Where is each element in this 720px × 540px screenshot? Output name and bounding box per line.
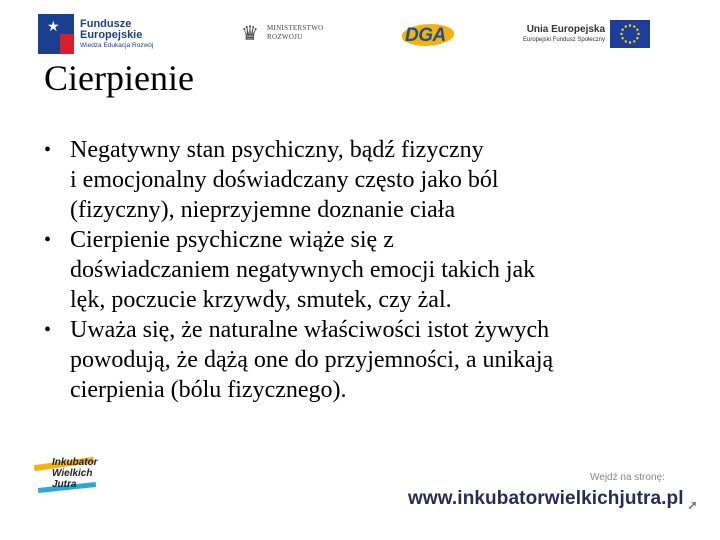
ministry-logo-line1: MINISTERSTWO [267, 24, 324, 32]
inkubator-logo-line3: Jutra [52, 479, 77, 490]
fundusze-europejskie-logo [38, 14, 153, 54]
bullet-1-line-2: i emocjonalny doświadczany często jako ból [70, 167, 499, 193]
ministry-logo [238, 20, 324, 46]
eu-logo-line1: Unia Europejska [526, 23, 606, 35]
bullet-1-line-1: Negatywny stan psychiczny, bądź fizyczny [70, 137, 484, 163]
pointer-cursor-icon: ➚ [687, 498, 698, 512]
bullet-1-line-3: (fizyczny), nieprzyjemne doznanie ciała [70, 197, 456, 223]
visit-label: Wejdź na stronę: [590, 472, 665, 483]
eu-logo [523, 20, 650, 48]
bullet-list [44, 135, 684, 405]
inkubator-logo [34, 455, 106, 499]
bullet-item [44, 225, 684, 315]
bullet-item [44, 135, 684, 225]
bullet-2-line-2: doświadczaniem negatywnych emocji takich jak [70, 257, 536, 283]
dga-logo-text: DGA [405, 25, 446, 46]
inkubator-logo-line2: Wielkich [52, 468, 93, 479]
dga-logo [402, 22, 456, 50]
fundusze-europejskie-emblem-icon: ★ [38, 14, 74, 54]
bullet-dot-icon: • [44, 229, 52, 251]
bullet-item [44, 315, 684, 405]
eu-flag-icon [610, 20, 650, 48]
fe-logo-line3: Wiedza Edukacja Rozwój [80, 41, 154, 49]
bullet-2-line-3: lęk, poczucie krzywdy, smutek, czy żal. [70, 287, 452, 313]
fe-logo-line1: Fundusze [80, 17, 132, 30]
bullet-dot-icon: • [44, 319, 52, 341]
eagle-emblem-icon: ♛ [241, 21, 259, 45]
bullet-dot-icon: • [44, 139, 52, 161]
eu-logo-line2: Europejski Fundusz Społeczny [523, 36, 606, 43]
website-url[interactable]: www.inkubatorwielkichjutra.pl [408, 488, 684, 509]
bullet-2-line-1: Cierpienie psychiczne wiąże się z [70, 227, 394, 253]
website-link[interactable] [408, 488, 698, 512]
bullet-3-line-1: Uważa się, że naturalne właściwości istot żywych [70, 317, 550, 343]
fe-logo-line2: Europejskie [80, 28, 143, 41]
ministry-logo-line2: ROZWOJU [267, 33, 303, 41]
header-logos [0, 0, 720, 62]
slide-title: Cierpienie [44, 58, 194, 98]
bullet-3-line-2: powodują, że dążą one do przyjemności, a unikają [70, 347, 554, 373]
inkubator-logo-line1: Inkubator [52, 457, 98, 468]
bullet-3-line-3: cierpienia (bólu fizycznego). [70, 377, 347, 403]
